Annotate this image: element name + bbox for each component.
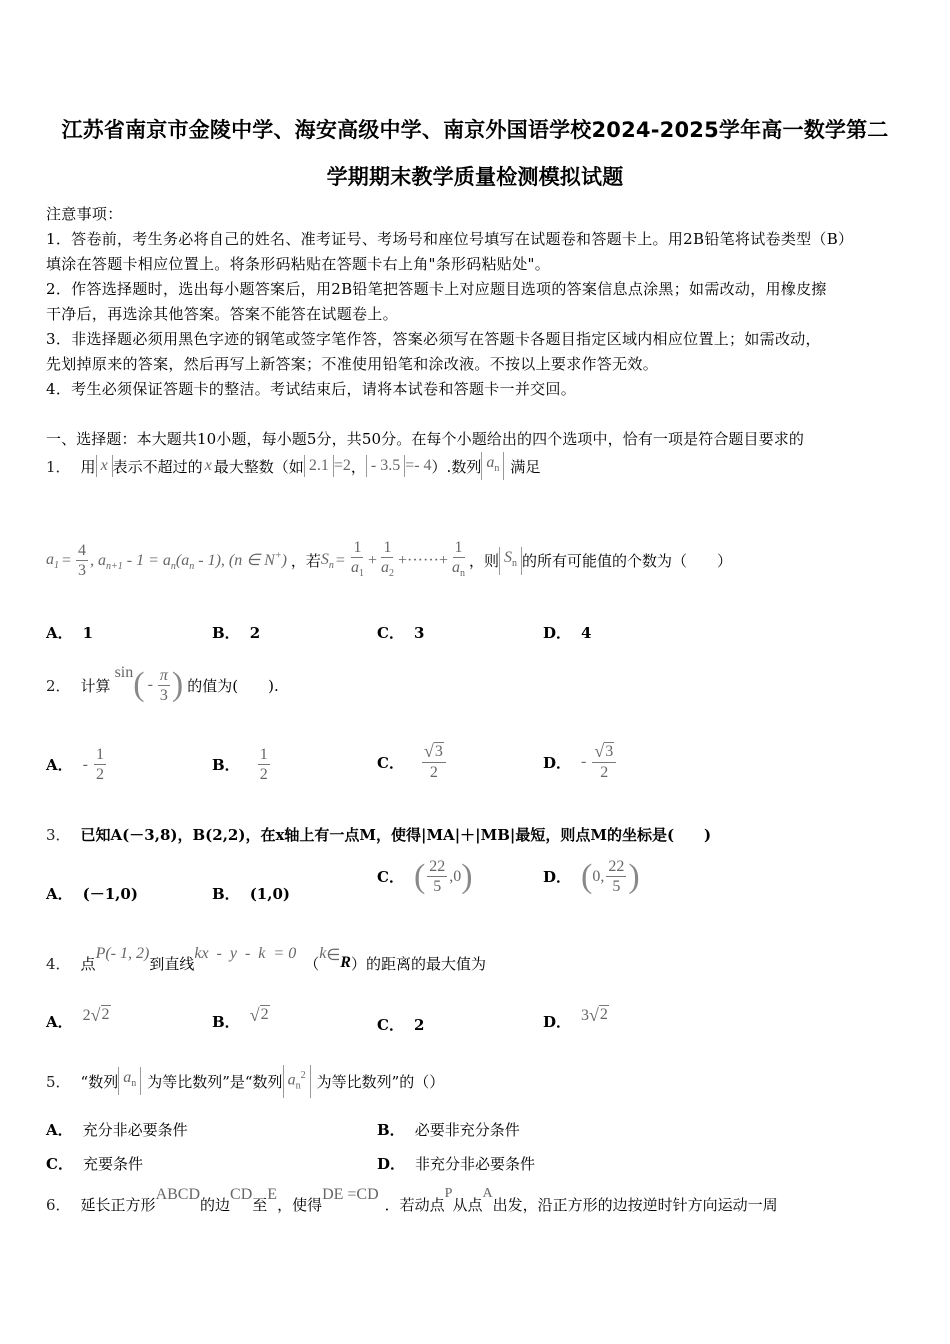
question-number: 4． bbox=[46, 954, 71, 973]
q2-text: 计算 bbox=[80, 676, 111, 695]
floor-example-1-value: =2 bbox=[333, 457, 351, 475]
q3-option-c[interactable]: C． ( $\frac{22}{5}$ ,0 ) bbox=[377, 857, 473, 895]
q6-text: 至 bbox=[252, 1195, 268, 1214]
q4-text: 点 bbox=[80, 954, 96, 973]
square-abcd: ABCD bbox=[155, 1186, 201, 1203]
q6-text: ．若动点 bbox=[384, 1195, 445, 1214]
q6-text: 的边 bbox=[200, 1195, 231, 1214]
q5-text: 为等比数列”是“数列 bbox=[147, 1072, 283, 1091]
fraction-1-a1: $\frac{1}{a_1}$ bbox=[350, 539, 364, 580]
note-line: 填涂在答题卡相应位置上。将条形码粘贴在答题卡右上角"条形码粘贴处"。 bbox=[46, 255, 551, 273]
question-number: 6． bbox=[46, 1195, 71, 1214]
q6-text: 从点 bbox=[452, 1195, 483, 1214]
question-number: 3． bbox=[46, 826, 71, 844]
q3-option-b[interactable]: B． (1,0) bbox=[212, 884, 290, 903]
floor-example-2-value: =- 4 bbox=[405, 457, 432, 475]
section-heading: 一、选择题：本大题共10小题，每小题5分，共50分。在每个小题给出的四个选项中，恰有一项是符合题目要求的 bbox=[46, 430, 804, 448]
q3-option-a[interactable]: A． (－1,0) bbox=[46, 885, 138, 903]
q1-option-b[interactable]: B． 2 bbox=[212, 623, 261, 642]
note-line: 2．作答选择题时，选出每小题答案后，用2B铅笔把答题卡上对应题目选项的答案信息点涂黑；如需改动，用橡皮擦 bbox=[46, 280, 827, 298]
q1-option-d[interactable]: D． 4 bbox=[543, 623, 592, 642]
line-equation: kx - y - k = 0 bbox=[194, 945, 297, 962]
q1-text: 的所有可能值的个数为（ ） bbox=[522, 552, 733, 571]
paren-right: ) bbox=[171, 666, 184, 703]
sum-sn: $S_n$ bbox=[320, 550, 334, 571]
q6-text: ，使得 bbox=[277, 1195, 323, 1214]
q4-option-b[interactable]: B． √ 2 bbox=[212, 1005, 269, 1031]
note-line: 3．非选择题必须用黑色字迹的钢笔或签字笔作答，答案必须写在答题卡各题目指定区域内相应位置上；如需改动， bbox=[46, 330, 821, 348]
fraction-1-an: $\frac{1}{a_n}$ bbox=[452, 539, 465, 580]
point-p: P bbox=[444, 1186, 453, 1201]
q3-option-d[interactable]: D． ( 0, $\frac{22}{5}$ ) bbox=[543, 857, 640, 895]
fraction-pi-3: $\frac{\pi}{3}$ bbox=[159, 666, 168, 704]
math-x: x bbox=[204, 457, 212, 475]
de-equals-cd: DE =CD bbox=[322, 1186, 379, 1203]
minus-sign: - bbox=[147, 676, 153, 693]
sequence-an: $a_n$ bbox=[481, 452, 504, 480]
sin-function: sin bbox=[114, 664, 134, 681]
formula-a1: $a_1$ bbox=[46, 550, 59, 571]
point-e: E bbox=[267, 1186, 278, 1203]
q6-text: 出发，沿正方形的边按逆时针方向运动一周 bbox=[492, 1195, 778, 1214]
question-4-stem bbox=[46, 945, 486, 981]
q1-text: 表示不超过的 bbox=[112, 457, 203, 476]
q5-text: 为等比数列”的（） bbox=[316, 1072, 445, 1091]
q4-text: ）的距离的最大值为 bbox=[350, 954, 486, 973]
floor-example-2: - 3.5 bbox=[366, 455, 405, 477]
question-3-stem bbox=[46, 824, 711, 845]
q5-text: “数列 bbox=[80, 1072, 119, 1091]
q1-option-a[interactable]: A． 1 bbox=[46, 623, 94, 642]
comma: ， bbox=[350, 457, 366, 476]
q4-text: （ bbox=[304, 954, 320, 973]
q1-option-c[interactable]: C． 3 bbox=[377, 623, 425, 642]
q4-text: 到直线 bbox=[149, 954, 195, 973]
floor-bracket: x bbox=[96, 455, 113, 477]
q5-option-b[interactable]: B． 必要非充分条件 bbox=[377, 1121, 520, 1139]
floor-example-1: 2.1 bbox=[304, 455, 334, 477]
q4-option-a[interactable]: A． 2 √ 2 bbox=[46, 1005, 110, 1031]
question-1-stem bbox=[46, 452, 540, 480]
q2-text: 的值为( ). bbox=[187, 676, 279, 695]
recurrence: , $a_{n+1} - 1 = a_n(a_n - 1)$, (n ∈ N+) bbox=[90, 550, 287, 572]
exam-title-line1: 江苏省南京市金陵中学、海安高级中学、南京外国语学校2024-2025学年高一数学第二 bbox=[61, 118, 889, 142]
question-5-stem bbox=[46, 1065, 444, 1098]
note-line: 先划掉原来的答案，然后再写上新答案；不准使用铅笔和涂改液。不按以上要求作答无效。 bbox=[46, 355, 659, 373]
fraction-4-3: $\frac{4}{3}$ bbox=[78, 542, 87, 580]
q2-option-a[interactable]: A． - $\frac{1}{2}$ bbox=[46, 746, 104, 783]
question-6-stem bbox=[46, 1186, 778, 1222]
question-number: 2． bbox=[46, 676, 71, 695]
q2-option-b[interactable]: B． $\frac{1}{2}$ bbox=[212, 746, 268, 783]
fraction-1-a2: $\frac{1}{a_2}$ bbox=[380, 539, 394, 580]
q1-text: ，则 bbox=[469, 552, 500, 571]
sequence-an-squared: $a_n^2$ bbox=[283, 1065, 311, 1098]
q1-text: ）.数列 bbox=[431, 457, 482, 476]
note-line: 干净后，再选涂其他答案。答案不能答在试题卷上。 bbox=[46, 305, 398, 323]
plus-sign: + bbox=[367, 551, 377, 569]
exam-title-line2: 学期期末教学质量检测模拟试题 bbox=[326, 165, 624, 189]
note-line: 1．答卷前，考生务必将自己的姓名、准考证号、考场号和座位号填写在试题卷和答题卡上。用2B铅笔将试卷类型（B） bbox=[46, 230, 854, 248]
equals-sign: = bbox=[62, 551, 72, 569]
q3-text: 已知A(－3,8)，B(2,2)，在x轴上有一点M，使得|MA|＋|MB|最短，则点M的坐标是( ) bbox=[80, 826, 712, 844]
q5-option-d[interactable]: D． 非充分非必要条件 bbox=[377, 1155, 536, 1173]
equals-sign: = bbox=[335, 551, 345, 569]
point-a: A bbox=[482, 1186, 493, 1201]
paren-left: ( bbox=[133, 666, 145, 703]
q2-option-d[interactable]: D． - √ 3 2 bbox=[543, 742, 618, 782]
notes-heading: 注意事项： bbox=[46, 205, 123, 223]
question-2-stem bbox=[46, 660, 279, 710]
q2-option-c[interactable]: C． √ 3 2 bbox=[377, 742, 448, 782]
q4-option-d[interactable]: D． 3 √ 2 bbox=[543, 1005, 608, 1031]
point-p: P(- 1, 2) bbox=[95, 945, 150, 962]
q1-text: 满足 bbox=[510, 457, 541, 476]
question-number: 1． bbox=[46, 457, 71, 476]
q6-text: 延长正方形 bbox=[80, 1195, 156, 1214]
q4-option-c[interactable]: C． 2 bbox=[377, 1015, 425, 1034]
real-numbers: R bbox=[340, 954, 351, 971]
floor-sn: $S_n$ bbox=[499, 547, 522, 575]
note-line: 4．考生必须保证答题卡的整洁。考试结束后，请将本试卷和答题卡一并交回。 bbox=[46, 380, 577, 398]
math-k: k bbox=[319, 945, 327, 962]
q5-option-c[interactable]: C． 充要条件 bbox=[46, 1155, 143, 1173]
sequence-an: $a_n$ bbox=[118, 1067, 141, 1095]
q1-text: 最大整数（如 bbox=[213, 457, 304, 476]
q5-option-a[interactable]: A． 充分非必要条件 bbox=[46, 1121, 188, 1139]
side-cd: CD bbox=[230, 1186, 253, 1203]
q1-text: ，若 bbox=[290, 552, 321, 571]
element-of: ∈ bbox=[326, 947, 341, 964]
question-1-formula bbox=[46, 538, 732, 583]
question-number: 5． bbox=[46, 1072, 71, 1091]
q1-text: 用 bbox=[80, 457, 96, 476]
ellipsis-sum: +······+ bbox=[397, 551, 448, 569]
